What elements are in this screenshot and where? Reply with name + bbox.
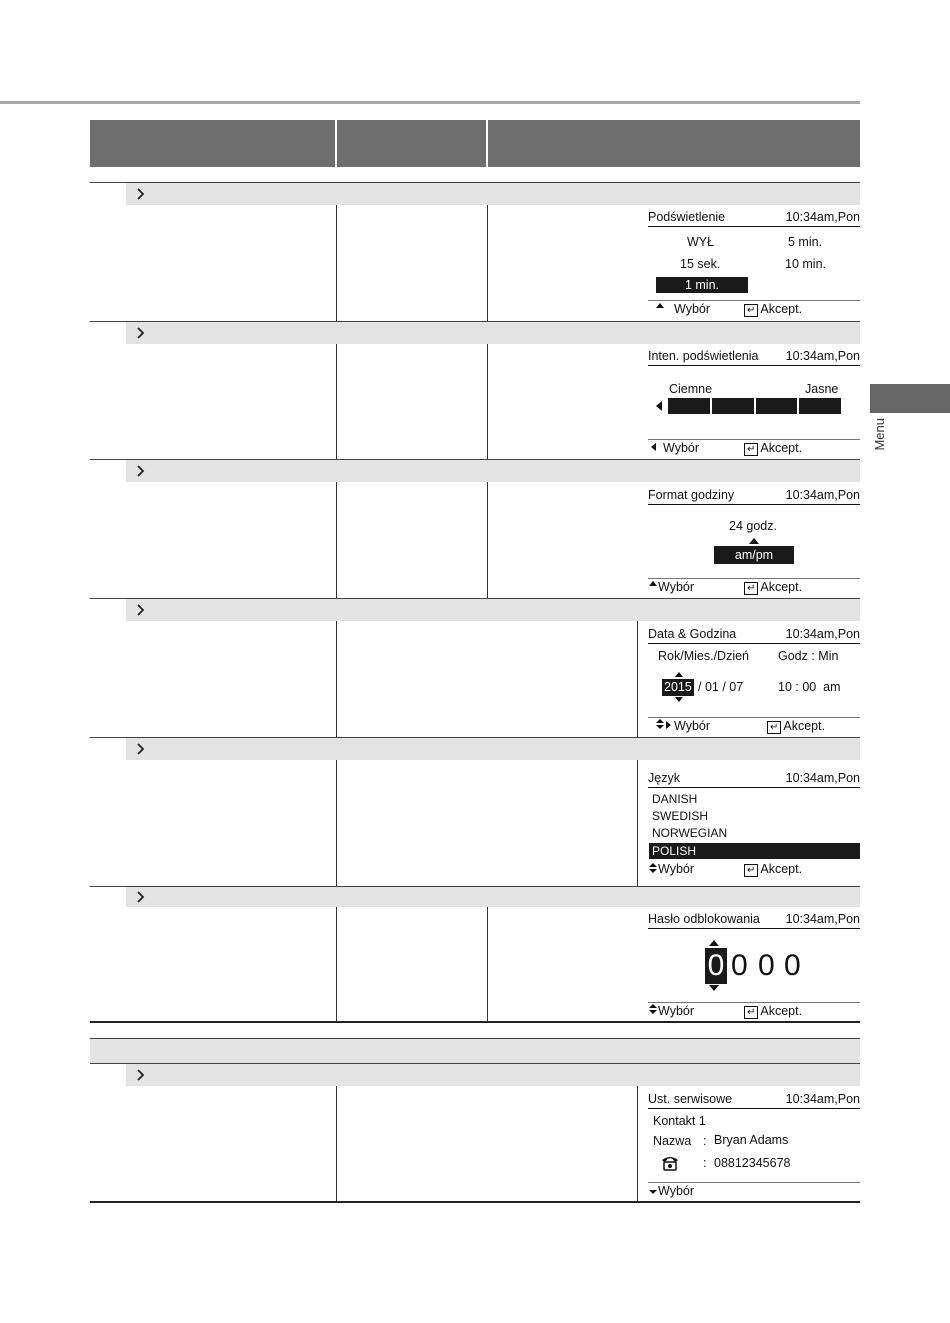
telephone-icon xyxy=(660,1154,680,1172)
arrow-up-icon xyxy=(656,719,664,723)
title-rule xyxy=(648,226,860,227)
option-24h[interactable]: 24 godz. xyxy=(729,519,777,533)
chevron-right-icon xyxy=(134,326,148,340)
password-digit-selected[interactable]: 0 xyxy=(705,948,727,984)
screen-service xyxy=(648,1092,860,1200)
phone-colon: : xyxy=(703,1156,707,1170)
screen-title: Inten. podświetlenia xyxy=(648,349,759,363)
screen-clock: 10:34am,Pon xyxy=(785,349,860,363)
screen-clock: 10:34am,Pon xyxy=(785,210,860,224)
footer-rule xyxy=(648,1182,860,1183)
footer-rule xyxy=(648,1002,860,1003)
column-line xyxy=(487,205,488,321)
date-label: Rok/Mies./Dzień xyxy=(658,649,749,663)
name-label: Nazwa xyxy=(653,1134,692,1148)
chevron-right-icon xyxy=(134,742,148,756)
password-digit[interactable]: 0 xyxy=(758,949,775,982)
screen-title: Ust. serwisowe xyxy=(648,1092,733,1106)
option-off[interactable]: WYŁ xyxy=(687,235,715,249)
section-bar xyxy=(126,183,860,205)
footer-select: Wybór xyxy=(658,862,695,876)
table-bottom-rule xyxy=(90,1021,860,1023)
language-item[interactable]: DANISH xyxy=(652,792,698,806)
section-bar xyxy=(126,460,860,482)
arrow-up-icon xyxy=(749,538,759,544)
column-line xyxy=(336,907,337,1021)
option-5min[interactable]: 5 min. xyxy=(788,235,823,249)
section-bar xyxy=(90,1039,860,1063)
arrow-down-icon xyxy=(649,1190,657,1194)
footer-select: Wybór xyxy=(663,441,700,455)
column-line xyxy=(336,621,337,737)
enter-icon: ↵ xyxy=(767,721,781,734)
column-line xyxy=(336,760,337,886)
footer-accept: ↵ Akcept. xyxy=(744,580,802,595)
intensity-segment xyxy=(712,398,754,414)
intensity-segment xyxy=(799,398,841,414)
language-item-selected[interactable]: POLISH xyxy=(649,843,860,859)
screen-title: Język xyxy=(648,771,680,785)
arrow-up-icon xyxy=(656,303,664,308)
chevron-right-icon xyxy=(134,187,148,201)
chevron-right-icon xyxy=(134,890,148,904)
year-field-selected[interactable]: 2015 xyxy=(664,680,692,694)
title-rule xyxy=(648,928,860,929)
section-bar xyxy=(126,1064,860,1086)
footer-accept: ↵ Akcept. xyxy=(744,1004,802,1019)
intensity-segment xyxy=(756,398,798,414)
arrow-down-icon xyxy=(675,697,683,702)
arrow-up-icon xyxy=(709,940,719,946)
screen-title: Format godziny xyxy=(648,488,735,502)
section-bar xyxy=(126,887,860,907)
title-rule xyxy=(648,643,860,644)
name-value: Bryan Adams xyxy=(714,1133,789,1147)
footer-accept: ↵ Akcept. xyxy=(744,862,802,877)
column-line xyxy=(637,1086,638,1201)
screen-time-format xyxy=(648,488,860,596)
column-line xyxy=(336,1086,337,1201)
footer-accept: ↵ Akcept. xyxy=(744,441,802,456)
arrow-down-icon xyxy=(656,725,664,729)
screen-title: Data & Godzina xyxy=(648,627,737,641)
password-digit[interactable]: 0 xyxy=(731,949,748,982)
enter-icon: ↵ xyxy=(744,582,758,595)
intensity-slider[interactable] xyxy=(668,398,841,414)
footer-accept: ↵ Akcept. xyxy=(767,719,825,734)
header-divider xyxy=(486,120,488,167)
footer-select: Wybór xyxy=(674,302,711,316)
column-line xyxy=(637,760,638,886)
chevron-right-icon xyxy=(134,603,148,617)
footer-select: Wybór xyxy=(658,1184,695,1198)
side-tab-label: Menu xyxy=(872,418,887,451)
screen-clock: 10:34am,Pon xyxy=(785,771,860,785)
intensity-segment xyxy=(668,398,710,414)
month-day-field[interactable]: / 01 / 07 xyxy=(698,680,744,694)
enter-icon: ↵ xyxy=(744,1006,758,1019)
column-line xyxy=(336,344,337,459)
password-digit[interactable]: 0 xyxy=(784,949,801,982)
phone-value: 08812345678 xyxy=(714,1156,791,1170)
arrow-down-icon xyxy=(709,985,719,991)
header-divider xyxy=(335,120,337,167)
column-line xyxy=(487,482,488,598)
top-rule xyxy=(0,101,860,104)
footer-select: Wybór xyxy=(658,580,695,594)
footer-select: Wybór xyxy=(658,1004,695,1018)
footer-rule xyxy=(648,717,860,718)
screen-language xyxy=(648,771,860,881)
title-rule xyxy=(648,1108,860,1109)
column-line xyxy=(336,482,337,598)
section-bar xyxy=(126,599,860,621)
option-10min[interactable]: 10 min. xyxy=(785,257,826,271)
column-line xyxy=(637,621,638,737)
contact-title: Kontakt 1 xyxy=(653,1114,706,1128)
column-line xyxy=(487,907,488,1021)
arrow-right-icon xyxy=(666,721,671,729)
enter-icon: ↵ xyxy=(744,864,758,877)
footer-rule xyxy=(648,578,860,579)
clock-field[interactable]: 10 : 00 am xyxy=(778,680,841,694)
option-1min-selected[interactable]: 1 min. xyxy=(656,277,748,293)
arrow-up-icon xyxy=(649,581,657,586)
title-rule xyxy=(648,504,860,505)
label-dark: Ciemne xyxy=(669,382,713,396)
screen-clock: 10:34am,Pon xyxy=(785,488,860,502)
footer-rule xyxy=(648,300,860,301)
screen-clock: 10:34am,Pon xyxy=(785,1092,860,1106)
section-bar xyxy=(126,322,860,344)
screen-title: Hasło odblokowania xyxy=(648,912,760,926)
arrow-down-icon xyxy=(649,1010,657,1014)
arrow-left-icon xyxy=(656,401,662,411)
section-bar xyxy=(126,738,860,760)
table-bottom-rule xyxy=(90,1201,860,1203)
column-line xyxy=(336,205,337,321)
language-item[interactable]: NORWEGIAN xyxy=(652,826,728,840)
title-rule xyxy=(648,787,860,788)
screen-password xyxy=(648,912,860,1020)
screen-backlight xyxy=(648,210,860,318)
label-bright: Jasne xyxy=(805,382,839,396)
option-ampm-selected[interactable]: am/pm xyxy=(714,546,794,564)
chevron-right-icon xyxy=(134,1068,148,1082)
arrow-up-icon xyxy=(675,672,683,677)
title-rule xyxy=(648,365,860,366)
time-label: Godz : Min xyxy=(778,649,839,663)
screen-date-time xyxy=(648,627,860,735)
option-15sec[interactable]: 15 sek. xyxy=(680,257,721,271)
arrow-up-icon xyxy=(649,863,657,867)
screen-intensity xyxy=(648,349,860,457)
enter-icon: ↵ xyxy=(744,304,758,317)
arrow-down-icon xyxy=(649,869,657,873)
side-tab xyxy=(870,384,950,413)
screen-title: Podświetlenie xyxy=(648,210,726,224)
table-header xyxy=(90,120,860,167)
arrow-up-icon xyxy=(649,1004,657,1008)
name-colon: : xyxy=(703,1134,707,1148)
language-item[interactable]: SWEDISH xyxy=(652,809,709,823)
enter-icon: ↵ xyxy=(744,443,758,456)
footer-accept: ↵ Akcept. xyxy=(744,302,802,317)
footer-rule xyxy=(648,439,860,440)
footer-select: Wybór xyxy=(674,719,711,733)
column-line xyxy=(487,344,488,459)
chevron-right-icon xyxy=(134,464,148,478)
arrow-left-icon xyxy=(651,443,656,451)
screen-clock: 10:34am,Pon xyxy=(785,627,860,641)
screen-clock: 10:34am,Pon xyxy=(785,912,860,926)
